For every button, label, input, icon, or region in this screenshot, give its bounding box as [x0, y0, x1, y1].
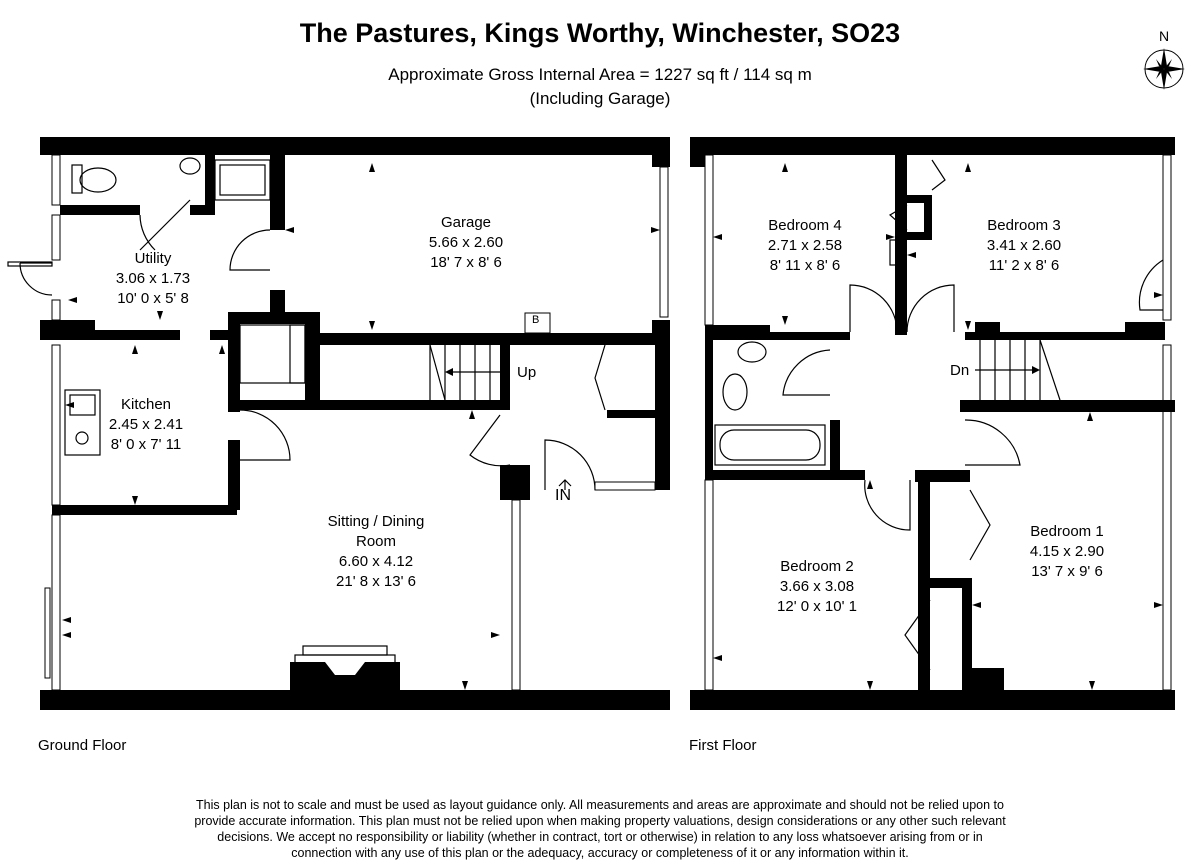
stairs-down-label: Dn	[950, 362, 970, 379]
room-metric: 3.06 x 1.73	[115, 270, 191, 287]
room-metric: 2.45 x 2.41	[108, 416, 184, 433]
room-name: Bedroom 2	[780, 558, 854, 575]
room-name: Bedroom 1	[1030, 523, 1104, 540]
room-imperial: 11' 2 x 8' 6	[988, 257, 1060, 274]
entrance-label: IN	[555, 487, 571, 504]
room-name: Garage	[440, 214, 492, 231]
room-label-sitting-dining	[328, 512, 425, 592]
first-floor-walls	[690, 137, 1175, 710]
room-label-bedroom-4	[768, 216, 842, 276]
room-name: Utility	[134, 250, 172, 267]
room-name: Kitchen	[120, 396, 172, 413]
room-label-bedroom-1	[1030, 522, 1104, 582]
disclaimer-line: connection with any use of this plan or the adequacy, accuracy or completeness of it or any information within it.	[291, 846, 909, 860]
room-metric: 4.15 x 2.90	[1029, 543, 1105, 560]
area-line: Approximate Gross Internal Area = 1227 sq ft / 114 sq m	[388, 65, 812, 84]
room-name: Bedroom 4	[768, 217, 842, 234]
room-name: Sitting / Dining	[327, 513, 425, 530]
area-note: (Including Garage)	[529, 89, 671, 108]
disclaimer	[100, 797, 1100, 861]
ground-floor-walls	[8, 137, 670, 710]
room-label-bedroom-3	[987, 216, 1061, 276]
boiler-label: B	[532, 314, 540, 326]
room-imperial: 21' 8 x 13' 6	[336, 573, 416, 590]
room-imperial: 10' 0 x 5' 8	[117, 290, 189, 307]
room-imperial: 12' 0 x 10' 1	[777, 598, 857, 615]
room-imperial: 8' 11 x 8' 6	[769, 257, 841, 274]
room-imperial: 13' 7 x 9' 6	[1031, 563, 1103, 580]
room-imperial: 8' 0 x 7' 11	[110, 436, 182, 453]
disclaimer-line: This plan is not to scale and must be used as layout guidance only. All measurements and areas are approximate and should not be relied upon to	[196, 798, 1004, 812]
ground-floor-label: Ground Floor	[38, 737, 127, 754]
room-metric: 5.66 x 2.60	[428, 234, 504, 251]
room-label-garage	[429, 213, 503, 273]
room-metric: 2.71 x 2.58	[767, 237, 843, 254]
room-name: Bedroom 3	[987, 217, 1061, 234]
disclaimer-line: provide accurate information. This plan must not be relied upon when making property valuations, design considerations or any other such relevant	[194, 814, 1006, 828]
disclaimer-line: decisions. We accept no responsibility or liability (whether in contract, tort or otherwise) in relation to any loss whatsoever arising from or in	[217, 830, 983, 844]
first-floor-label: First Floor	[689, 737, 757, 754]
room-label-kitchen	[109, 395, 183, 455]
room-label-bedroom-2	[777, 557, 857, 617]
compass-north-label: N	[1158, 28, 1170, 44]
plan-title: The Pastures, Kings Worthy, Winchester, SO23	[299, 18, 901, 48]
room-metric: 3.41 x 2.60	[986, 237, 1062, 254]
room-metric: 6.60 x 4.12	[338, 553, 414, 570]
room-label-utility	[116, 249, 190, 309]
room-metric: 3.66 x 3.08	[779, 578, 855, 595]
room-name-2: Room	[355, 533, 396, 550]
room-imperial: 18' 7 x 8' 6	[430, 254, 502, 271]
stairs-up-label: Up	[517, 364, 537, 381]
